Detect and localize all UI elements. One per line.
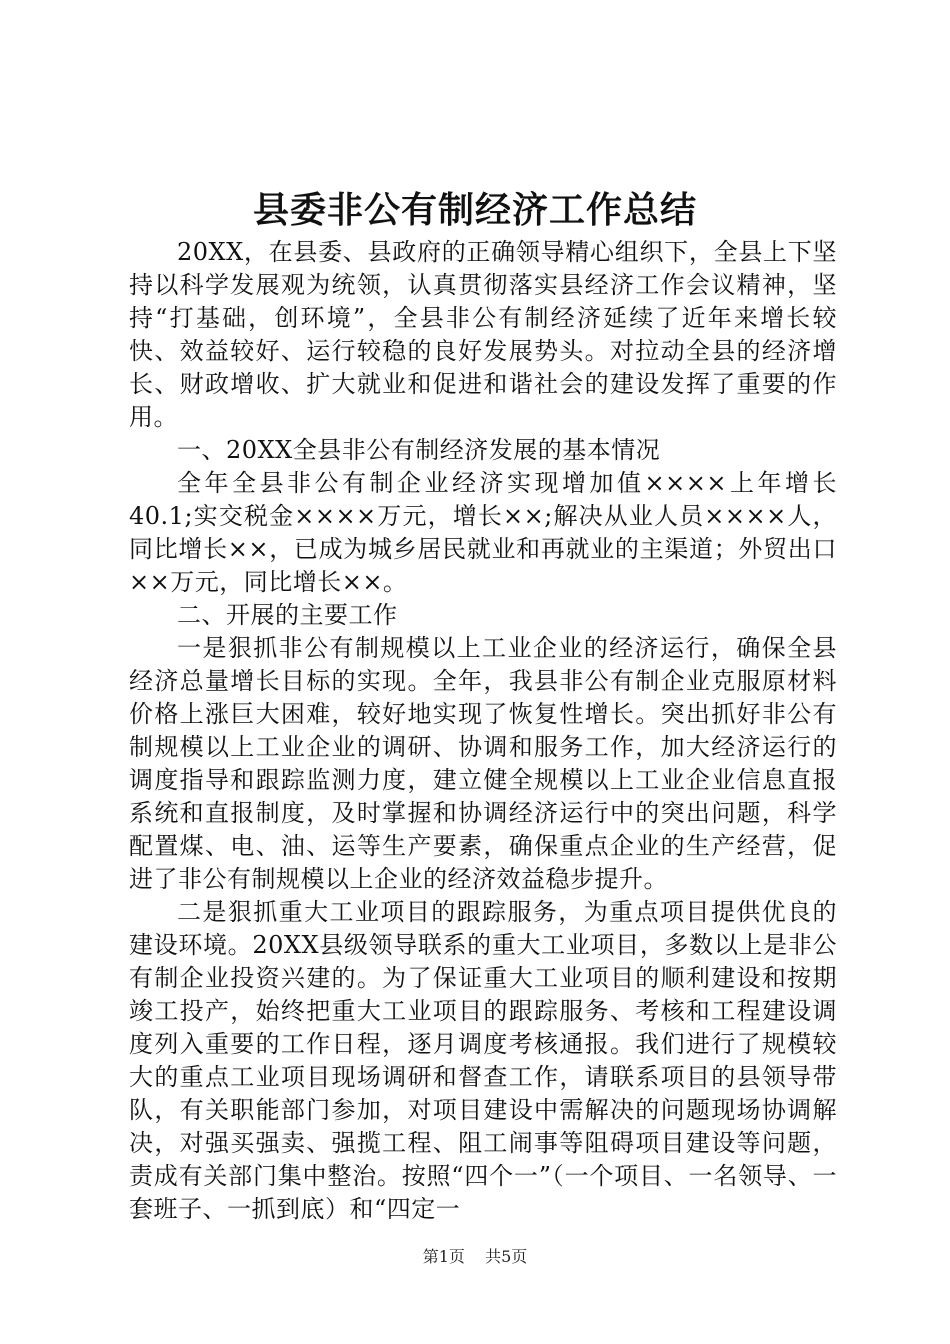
paragraph-intro: 20XX，在县委、县政府的正确领导精心组织下，全县上下坚持以科学发展观为统领，认真贯彻落实县经济工作会议精神，坚持“打基础，创环境”，全县非公有制经济延续了近年来增长较快、效益较好、运行较稳的良好发展势头。对拉动全县的经济增长、财政增收、扩大就业和促进和谐社会的建设发挥了重要的作用。 (129, 238, 837, 431)
document-title: 县委非公有制经济工作总结 (252, 189, 697, 231)
page-total: 共5页 (485, 1247, 528, 1266)
page-footer (0, 1246, 950, 1268)
section-heading-1: 一、20XX全县非公有制经济发展的基本情况 (177, 436, 661, 464)
page-number: 第1页 (422, 1247, 465, 1266)
paragraph-work-item-1: 一是狠抓非公有制规模以上工业企业的经济运行，确保全县经济总量增长目标的实现。全年，我县非公有制企业克服原材料价格上涨巨大困难，较好地实现了恢复性增长。突出抓好非公有制规模以上工业企业的调研、协调和服务工作，加大经济运行的调度指导和跟踪监测力度，建立健全规模以上工业企业信息直报系统和直报制度，及时掌握和协调经济运行中的突出问题，科学配置煤、电、油、运等生产要素，确保重点企业的生产经营，促进了非公有制规模以上企业的经济效益稳步提升。 (129, 634, 837, 893)
document-body (129, 236, 837, 1226)
paragraph-work-item-2: 二是狠抓重大工业项目的跟踪服务，为重点项目提供优良的建设环境。20XX县级领导联系的重大工业项目，多数以上是非公有制企业投资兴建的。为了保证重大工业项目的顺利建设和按期竣工投产，始终把重大工业项目的跟踪服务、考核和工程建设调度列入重要的工作日程，逐月调度考核通报。我们进行了规模较大的重点工业项目现场调研和督查工作，请联系项目的县领导带队，有关职能部门参加，对项目建设中需解决的问题现场协调解决，对强买强卖、强揽工程、阻工闹事等阻碍项目建设等问题，责成有关部门集中整治。按照“四个一”（一个项目、一名领导、一套班子、一抓到底）和“四定一 (129, 898, 837, 1223)
section-heading-2: 二、开展的主要工作 (177, 601, 398, 629)
paragraph-basic-situation: 全年全县非公有制企业经济实现增加值××××上年增长40.1;实交税金××××万元，增长××;解决从业人员××××人，同比增长××，已成为城乡居民就业和再就业的主渠道；外贸出口××万元，同比增长××。 (129, 469, 837, 596)
